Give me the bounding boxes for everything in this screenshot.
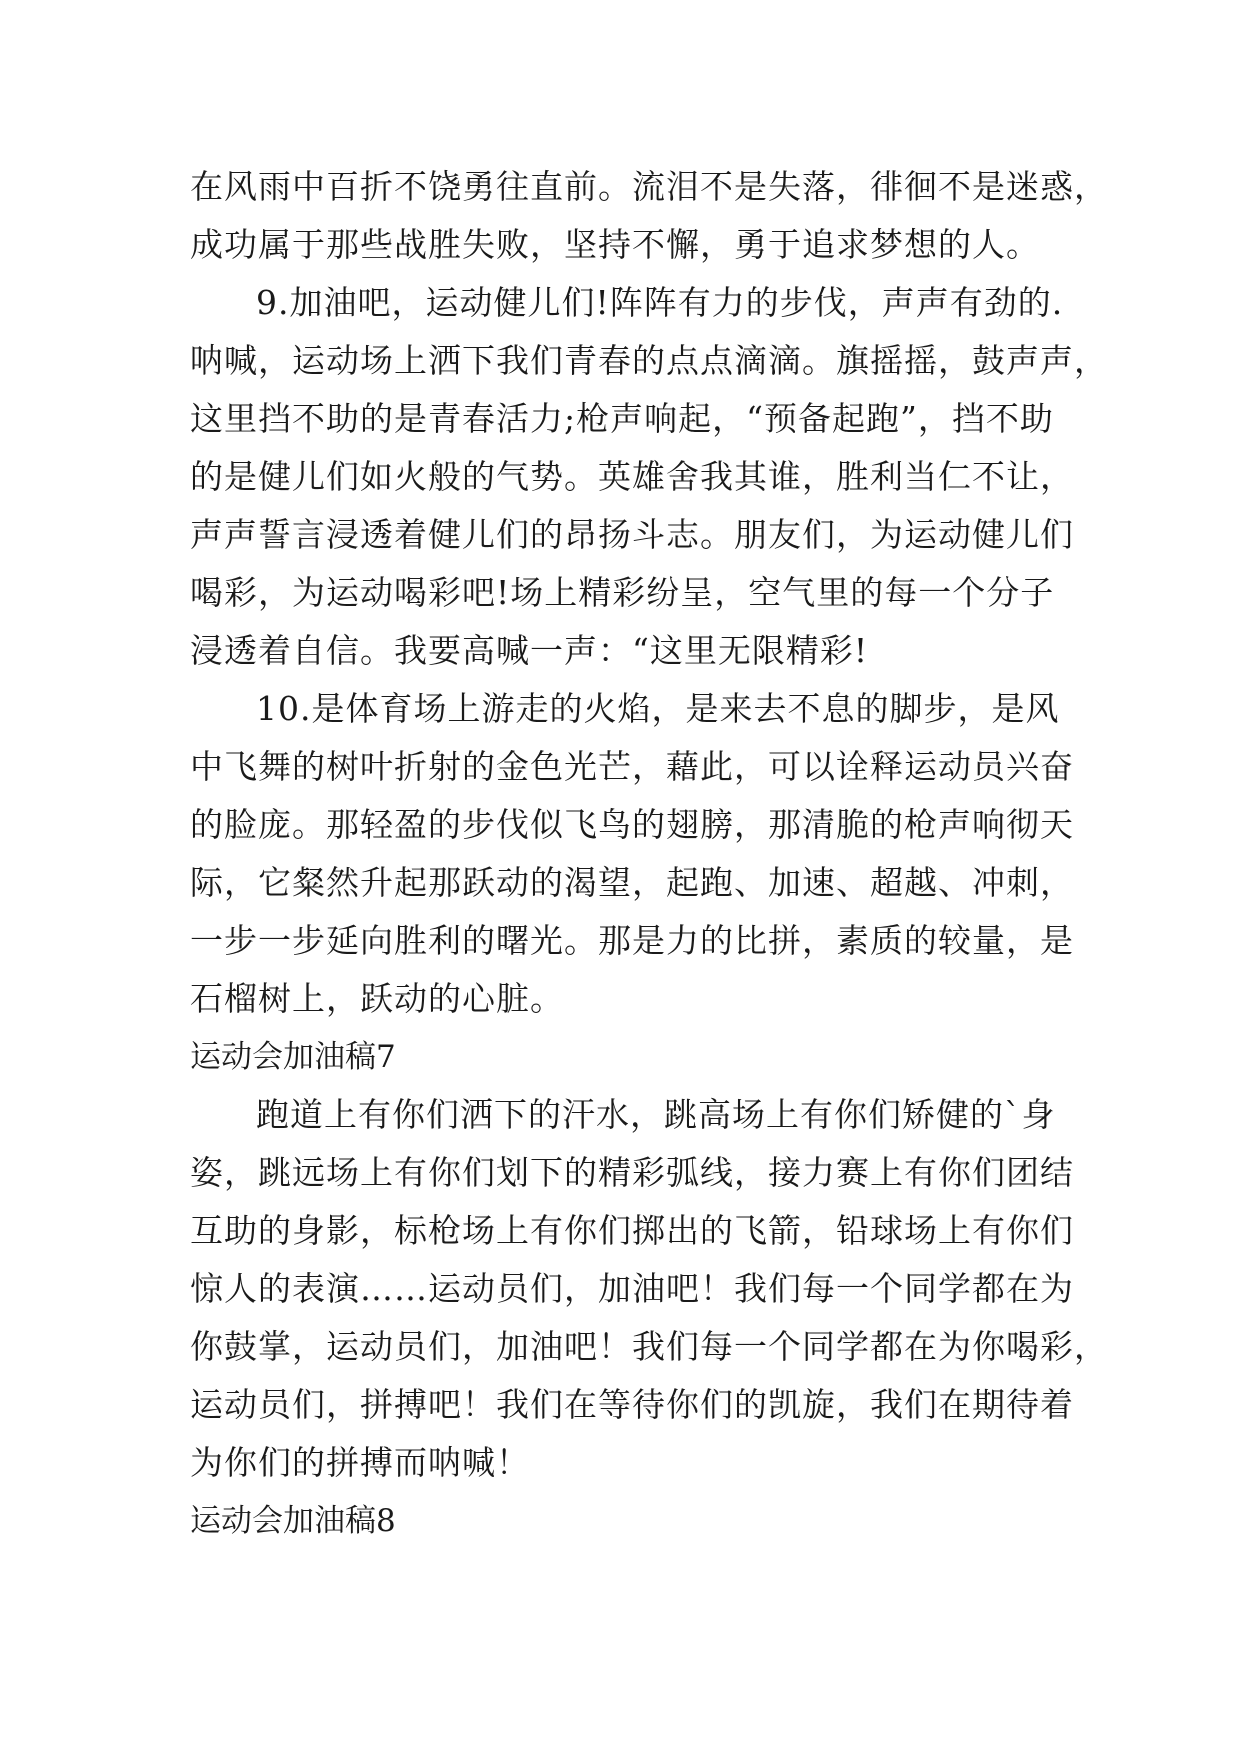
paragraph-line: 互助的身影，标枪场上有你们掷出的飞箭，铅球场上有你们 <box>190 1211 1074 1250</box>
paragraph-line: 跑道上有你们洒下的汗水，跳高场上有你们矫健的`身 <box>256 1095 1056 1134</box>
paragraph-line: 浸透着自信。我要高喊一声：“这里无限精彩! <box>190 631 869 670</box>
paragraph-line: 运动员们，拼搏吧！我们在等待你们的凯旋，我们在期待着 <box>190 1385 1074 1424</box>
paragraph-line: 为你们的拼搏而呐喊！ <box>190 1443 530 1482</box>
paragraph-line: 际，它粲然升起那跃动的渴望，起跑、加速、超越、冲刺， <box>190 863 1074 902</box>
paragraph-line: 成功属于那些战胜失败，坚持不懈，勇于追求梦想的人。 <box>190 225 1040 264</box>
document-body <box>190 158 1108 1550</box>
paragraph-line: 的是健儿们如火般的气势。英雄舍我其谁，胜利当仁不让， <box>190 457 1074 496</box>
paragraph-line: 石榴树上，跃动的心脏。 <box>190 979 564 1018</box>
section-heading: 运动会加油稿7 <box>190 1039 396 1075</box>
paragraph-line: 你鼓掌，运动员们，加油吧！我们每一个同学都在为你喝彩， <box>190 1327 1108 1366</box>
paragraph-line: 10.是体育场上游走的火焰，是来去不息的脚步，是风 <box>256 689 1060 728</box>
paragraph-line: 这里挡不助的是青春活力;枪声响起，“预备起跑”，挡不助 <box>190 399 1054 438</box>
paragraph-line: 在风雨中百折不饶勇往直前。流泪不是失落，徘徊不是迷惑， <box>190 167 1108 206</box>
section-heading: 运动会加油稿8 <box>190 1503 396 1539</box>
paragraph-line: 的脸庞。那轻盈的步伐似飞鸟的翅膀，那清脆的枪声响彻天 <box>190 805 1074 844</box>
paragraph-line: 声声誓言浸透着健儿们的昂扬斗志。朋友们，为运动健儿们 <box>190 515 1074 554</box>
paragraph-line: 惊人的表演……运动员们，加油吧！我们每一个同学都在为 <box>190 1269 1074 1308</box>
paragraph-line: 9.加油吧，运动健儿们!阵阵有力的步伐，声声有劲的. <box>256 283 1064 322</box>
paragraph-line: 呐喊，运动场上洒下我们青春的点点滴滴。旗摇摇，鼓声声， <box>190 341 1108 380</box>
paragraph-line: 喝彩，为运动喝彩吧!场上精彩纷呈，空气里的每一个分子 <box>190 573 1055 612</box>
paragraph-line: 中飞舞的树叶折射的金色光芒，藉此，可以诠释运动员兴奋 <box>190 747 1074 786</box>
paragraph-line: 一步一步延向胜利的曙光。那是力的比拼，素质的较量，是 <box>190 921 1074 960</box>
paragraph-line: 姿，跳远场上有你们划下的精彩弧线，接力赛上有你们团结 <box>190 1153 1074 1192</box>
